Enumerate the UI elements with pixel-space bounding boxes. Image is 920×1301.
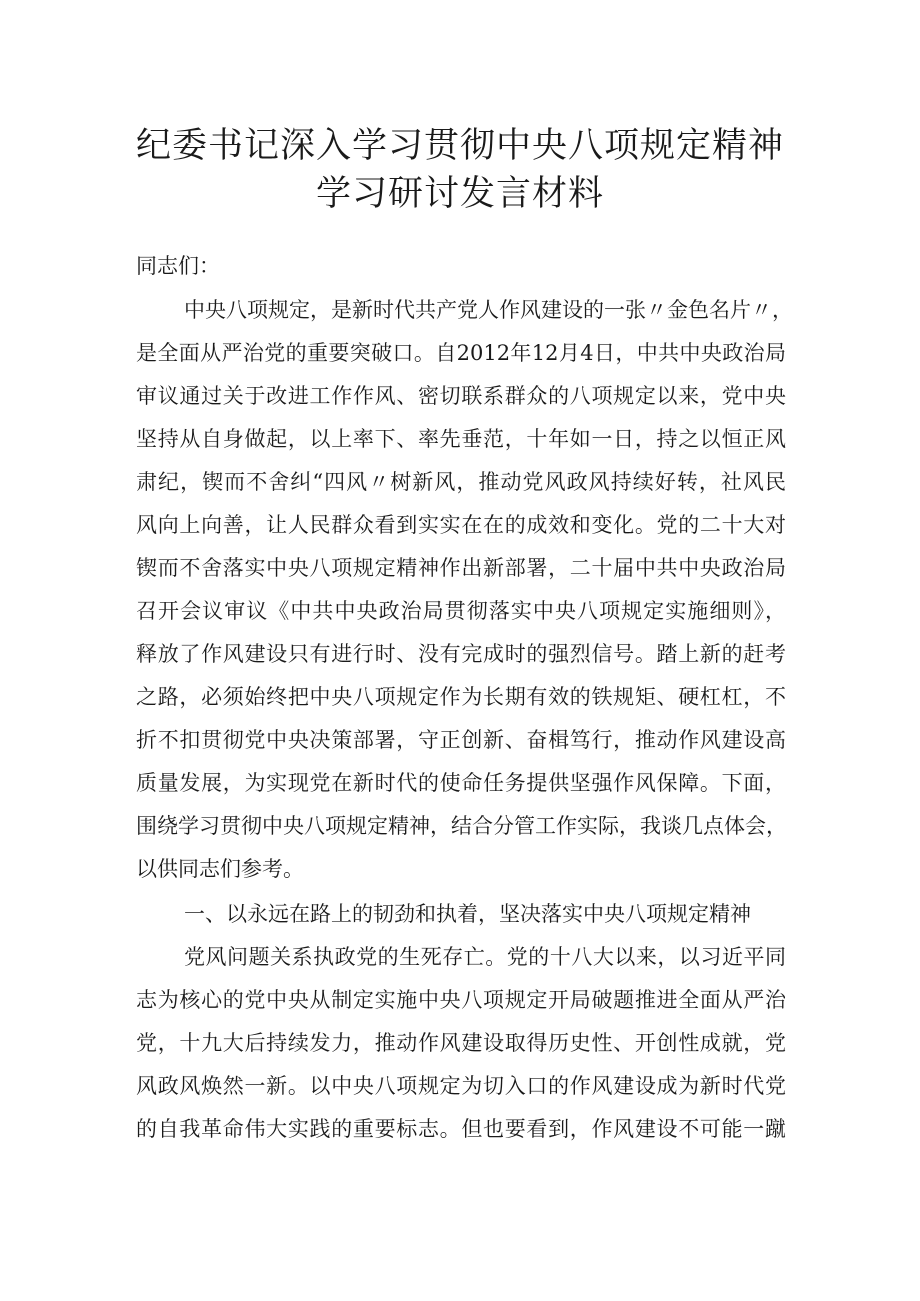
paragraph-line: 中央八项规定，是新时代共产党人作风建设的一张〃金色名片〃， [184, 298, 793, 322]
paragraph-line: 风向上向善，让人民群众看到实实在在的成效和变化。党的二十大对 [136, 513, 786, 537]
document-title-line-1: 纪委书记深入学习贯彻中央八项规定精神 [135, 126, 784, 166]
paragraph-line: 是全面从严治党的重要突破口。自2012年12月4日，中共中央政治局 [136, 341, 786, 365]
paragraph-line: 党风问题关系执政党的生死存亡。党的十八大以来，以习近平同 [184, 945, 786, 969]
paragraph-line: 质量发展，为实现党在新时代的使命任务提供坚强作风保障。下面， [136, 771, 786, 795]
paragraph-line: 的自我革命伟大实践的重要标志。但也要看到，作风建设不可能一蹴 [136, 1117, 786, 1141]
paragraph-line: 坚持从自身做起，以上率下、率先垂范，十年如一日，持之以恒正风 [136, 427, 786, 451]
paragraph-line: 风政风焕然一新。以中央八项规定为切入口的作风建设成为新时代党 [136, 1074, 786, 1098]
paragraph-line: 以供同志们参考。 [136, 857, 304, 881]
greeting: 同志们： [136, 254, 220, 278]
section-heading-1: 一、以永远在路上的韧劲和执着，坚决落实中央八项规定精神 [184, 902, 751, 926]
document-title-line-2: 学习研讨发言材料 [315, 174, 604, 214]
paragraph-line: 之路，必须始终把中央八项规定作为长期有效的铁规矩、硬杠杠，不 [136, 685, 786, 709]
paragraph-line: 审议通过关于改进工作作风、密切联系群众的八项规定以来，党中央 [136, 384, 786, 408]
paragraph-line: 锲而不舍落实中央八项规定精神作出新部署，二十届中共中央政治局 [136, 556, 786, 580]
paragraph-line: 肃纪，锲而不舍纠“四风〃树新风，推动党风政风持续好转，社风民 [136, 470, 786, 494]
paragraph-line: 折不扣贯彻党中央决策部署，守正创新、奋楫笃行，推动作风建设高 [136, 728, 786, 752]
paragraph-line: 围绕学习贯彻中央八项规定精神，结合分管工作实际，我谈几点体会， [136, 814, 787, 838]
paragraph-line: 党，十九大后持续发力，推动作风建设取得历史性、开创性成就，党 [136, 1031, 786, 1055]
paragraph-line: 志为核心的党中央从制定实施中央八项规定开局破题推进全面从严治 [136, 988, 786, 1012]
paragraph-line: 释放了作风建设只有进行时、没有完成时的强烈信号。踏上新的赶考 [136, 642, 786, 666]
paragraph-line: 召开会议审议《中共中央政治局贯彻落实中央八项规定实施细则》， [136, 599, 786, 623]
